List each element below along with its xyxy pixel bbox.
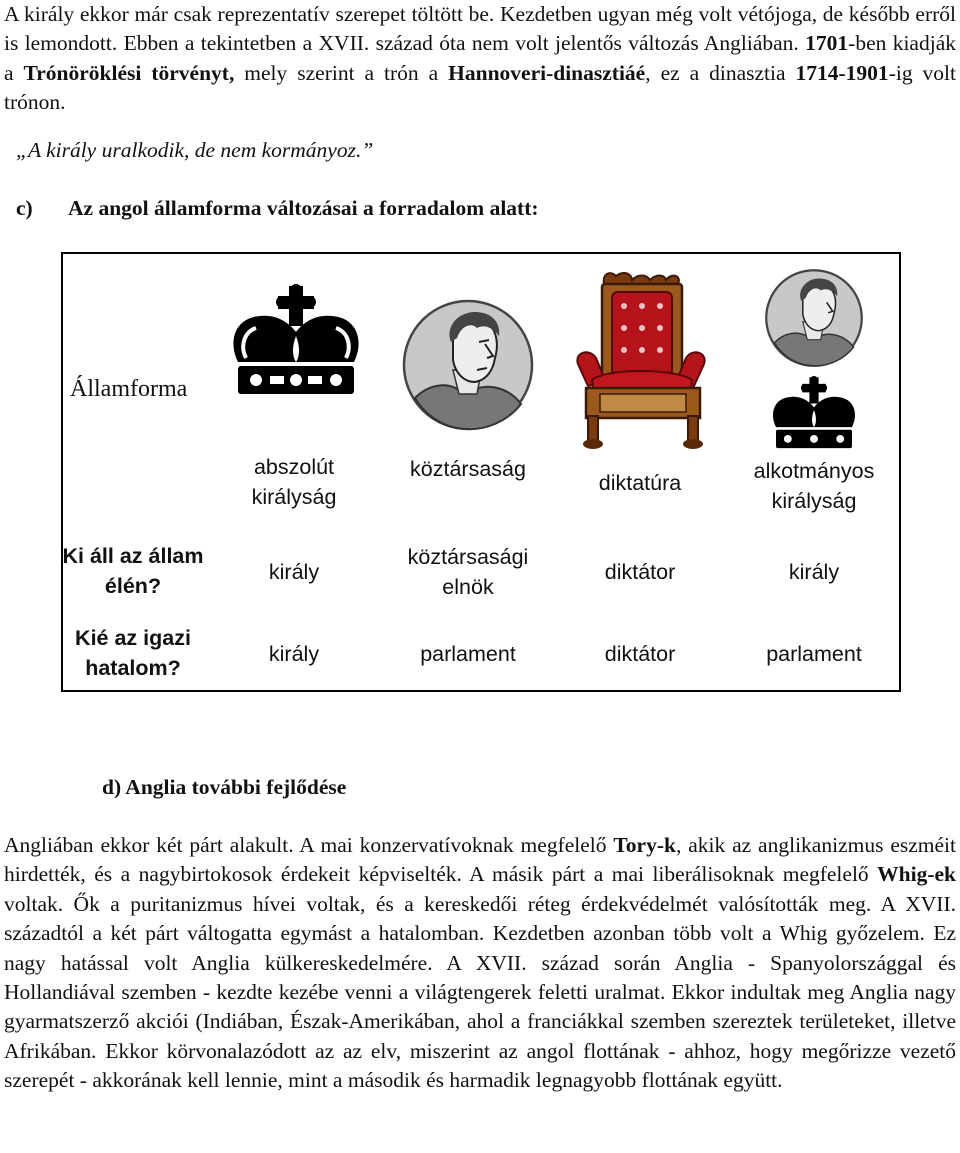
succession-act: Trónöröklési törvényt, — [23, 60, 235, 85]
intro-text: -ben kiadják a — [4, 31, 956, 85]
quote: „A király uralkodik, de nem kormányoz.” — [16, 138, 374, 162]
portrait-and-crown-icon — [764, 268, 864, 368]
power-col3: diktátor — [604, 642, 676, 666]
closing-text: voltak. Ők a puritanizmus hívei voltak, és a kereskedői réteg érdekvédelmét valósították meg. A XVII. századtól a két párt váltogatta egymást a hatalomban. Kezdetben azonban több volt a Whig győzelem. Ez nagy hatással volt Anglia külkereskedelmére. A XVII. század során Anglia - Spanyolországgal és Hollandiával szemben - kezdte kezébe venni a világtengerek feletti uralmat. Ekkor indultak meg Anglia nagy gyarmatszerző akciói (Indiában, Észak-Amerikában, ahol a franciákkal szemben szereztek területeket, illetve Afrikában. Ekkor körvonalazódott az az elv, miszerint az angol flottának - ahhoz, hogy megőrizze vezető szerepét - akkorának kell lennie, mint a második és harmadik legnagyobb flottának együtt. — [4, 891, 956, 1093]
form-absolute-monarchy: abszolút királyság — [251, 455, 337, 509]
hanover-dynasty: Hannoveri-dinasztiáé — [448, 60, 646, 85]
closing-text: Angliában ekkor két párt alakult. A mai konzervatívoknak megfelelő — [4, 833, 614, 857]
head-col4: király — [788, 560, 840, 584]
small-crown-icon — [768, 376, 860, 452]
intro-text: -ig volt trónon. — [4, 60, 956, 115]
form-republic: köztársaság — [410, 457, 526, 481]
reign-years: 1714-1901 — [795, 60, 889, 85]
year-1701: 1701 — [805, 31, 849, 56]
head-col1: király — [268, 560, 320, 584]
closing-text: , akik az anglikanizmus eszméit hirdették, és a nagybirtokosok érdekeit képviselték. A másik párt a mai liberálisoknak megfelelő — [4, 833, 956, 887]
power-col4: parlament — [766, 642, 862, 666]
form-dictatorship: diktatúra — [598, 471, 682, 495]
row-header-form: Államforma — [70, 376, 188, 402]
section-c-title: Az angol államforma változásai a forradalom alatt: — [68, 196, 539, 220]
power-col2: parlament — [420, 642, 516, 666]
tory-term: Tory-k — [613, 833, 676, 857]
intro-text: A király ekkor már csak reprezentatív szerepet töltött be. Kezdetben ugyan még volt vétójoga, de később erről is lemondott. Ebben a tekintetben a XVII. század óta nem volt jelentős változás Angliában. — [4, 2, 956, 56]
throne-icon — [566, 270, 716, 450]
form-constitutional-monarchy: alkotmányos királyság — [753, 459, 875, 513]
portrait-icon — [401, 298, 535, 432]
row-header-head: Ki áll az állam élén? — [62, 544, 204, 598]
whig-term: Whig-ek — [877, 862, 956, 887]
head-col2: köztársasági elnök — [407, 545, 529, 599]
head-col3: diktátor — [604, 560, 676, 584]
section-c-marker: c) — [16, 196, 33, 220]
intro-text: , ez a dinasztia — [645, 60, 796, 85]
intro-text: mely szerint a trón a — [234, 60, 449, 85]
crown-icon — [226, 284, 366, 400]
intro-paragraph — [4, 0, 956, 118]
closing-paragraph — [4, 831, 956, 1096]
power-col1: király — [268, 642, 320, 666]
section-d-title: d) Anglia további fejlődése — [102, 775, 347, 799]
row-header-power: Kié az igazi hatalom? — [75, 626, 191, 680]
